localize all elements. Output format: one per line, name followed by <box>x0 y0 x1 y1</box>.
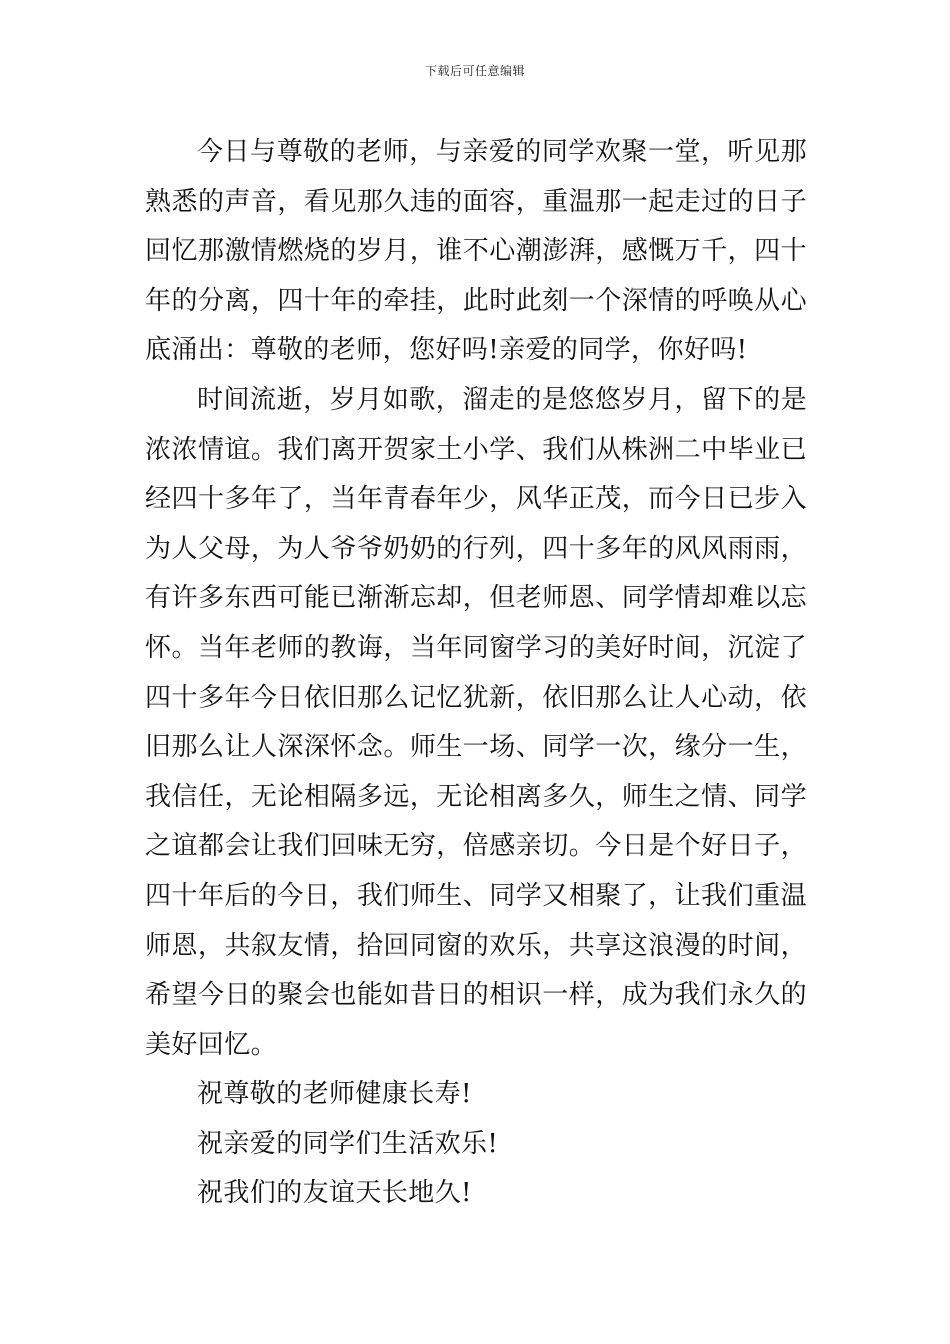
wish-friendship: 祝我们的友谊天长地久! <box>197 1178 472 1209</box>
wish-classmates: 祝亲爱的同学们生活欢乐! <box>197 1128 499 1159</box>
paragraph-opening: 今日与尊敬的老师，与亲爱的同学欢聚一堂，听见那熟悉的声音，看见那久违的面容，重温那一起走过的日子回忆那激情燃烧的岁月，谁不心潮澎湃，感慨万千，四十年的分离，四十年的牵挂，此时此刻一个深情的呼唤从心底涌出：尊敬的老师，您好吗!亲爱的同学，你好吗! <box>145 137 807 366</box>
wish-teachers: 祝尊敬的老师健康长寿! <box>197 1079 472 1110</box>
paragraph-reflection: 时间流逝，岁月如歌，溜走的是悠悠岁月，留下的是浓浓情谊。我们离开贺家土小学、我们从株洲二中毕业已经四十多年了，当年青春年少，风华正茂，而今日已步入为人父母，为人爷爷奶奶的行列，四十多年的风风雨雨，有许多东西可能已渐渐忘却，但老师恩、同学情却难以忘怀。当年老师的教诲，当年同窗学习的美好时间，沉淀了四十多年今日依旧那么记忆犹新，依旧那么让人心动，依旧那么让人深深怀念。师生一场、同学一次，缘分一生，我信任，无论相隔多远，无论相离多久，师生之情、同学之谊都会让我们回味无穷，倍感亲切。今日是个好日子，四十年后的今日，我们师生、同学又相聚了，让我们重温师恩，共叙友情，拾回同窗的欢乐，共享这浪漫的时间，希望今日的聚会也能如昔日的相识一样，成为我们永久的美好回忆。 <box>145 384 807 1060</box>
document-body <box>145 128 807 1219</box>
page-header-note: 下载后可任意编辑 <box>424 64 525 78</box>
